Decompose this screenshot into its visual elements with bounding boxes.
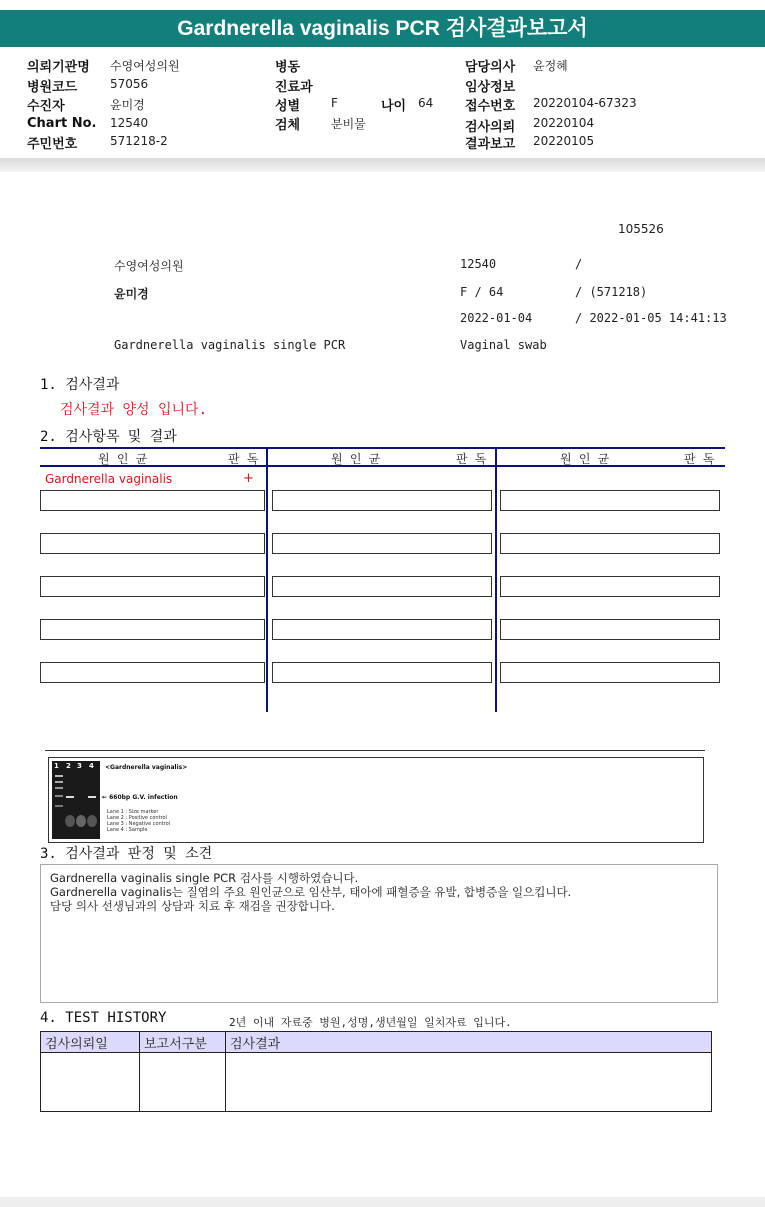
opinion-box (40, 864, 718, 1003)
history-col-header: 검사결과 (226, 1032, 712, 1053)
header-value: 57056 (110, 77, 149, 91)
history-col-header: 보고서구분 (140, 1032, 226, 1053)
organism-name: Gardnerella vaginalis (45, 472, 173, 486)
section4-heading: 4. TEST HISTORY (40, 1010, 167, 1026)
section1-heading: 1. 검사결과 (40, 377, 120, 393)
gel-image-graphic (52, 761, 100, 839)
lane-number: 4 (89, 762, 94, 770)
history-table (40, 1031, 712, 1112)
lane-number: 2 (66, 762, 71, 770)
result-box (272, 662, 492, 683)
patient-name: 윤미경 (114, 287, 149, 301)
header-label: 나이 (381, 99, 407, 114)
header-label: 담당의사 (465, 60, 516, 75)
header-label: 수진자 (27, 99, 65, 114)
organism-result: + (243, 471, 254, 486)
header-label: 임상정보 (465, 80, 516, 95)
header-label: 병동 (275, 60, 301, 75)
header-label: 접수번호 (465, 99, 516, 114)
header-label: 주민번호 (27, 137, 78, 152)
result-box (272, 619, 492, 640)
result-box (500, 490, 720, 511)
result-box (500, 533, 720, 554)
gel-band-label: ← 660bp G.V. infection (102, 794, 178, 801)
header-value: 20220104 (533, 116, 595, 130)
grid-divider (266, 447, 268, 712)
test-name: Gardnerella vaginalis single PCR (114, 338, 346, 352)
gel-legend-item: Lane 4 : Sample (107, 827, 148, 833)
header-divider (0, 158, 765, 172)
opinion-line: Gardnerella vaginalis는 질염의 주요 원인균으로 임산부, 태아에 패혈증을 유발, 합병증을 일으킵니다. (50, 885, 572, 899)
specimen-type: Vaginal swab (460, 338, 547, 352)
header-value: 12540 (110, 116, 149, 130)
header-label: 검사의뢰 (465, 120, 516, 135)
separator: / (575, 257, 583, 271)
col-header-organism: 원 인 균 (98, 452, 148, 466)
header-label: 검체 (275, 118, 301, 133)
result-box (40, 619, 265, 640)
result-box (40, 533, 265, 554)
header-label: 의뢰기관명 (27, 60, 90, 75)
col-header-judge: 판 독 (456, 452, 487, 466)
header-label: Chart No. (27, 116, 97, 131)
lane-number: 3 (77, 762, 82, 770)
result-box (500, 619, 720, 640)
result-box (40, 490, 265, 511)
col-header-organism: 원 인 균 (331, 452, 381, 466)
gel-title: <Gardnerella vaginalis> (105, 764, 188, 771)
grid-divider (495, 447, 497, 712)
grid-top-rule (40, 447, 725, 449)
header-value: 64 (418, 96, 434, 110)
header-label: 병원코드 (27, 80, 78, 95)
header-label: 결과보고 (465, 137, 516, 152)
header-label: 진료과 (275, 80, 313, 95)
result-box (272, 490, 492, 511)
received-date: 2022-01-04 (460, 311, 533, 325)
header-value: 20220104-67323 (533, 96, 637, 110)
birth-date: / (571218) (575, 285, 648, 299)
header-value: 윤정혜 (533, 59, 568, 73)
col-header-judge: 판 독 (684, 452, 715, 466)
header-label: 성별 (275, 99, 301, 114)
lane-number: 1 (54, 762, 59, 770)
sex-age: F / 64 (460, 285, 504, 299)
positive-result: 검사결과 양성 입니다. (60, 402, 208, 418)
result-box (272, 576, 492, 597)
result-box (500, 662, 720, 683)
report-id: 105526 (618, 222, 664, 236)
result-box (40, 662, 265, 683)
header-value: 분비물 (331, 117, 366, 131)
gel-legend-item: Lane 1 : Size marker (107, 809, 159, 815)
gel-legend-item: Lane 2 : Positive control (107, 815, 167, 821)
history-cell (140, 1053, 226, 1112)
gel-legend-item: Lane 3 : Negative control (107, 821, 171, 827)
section2-heading: 2. 검사항목 및 결과 (40, 429, 177, 445)
header-value: 571218-2 (110, 134, 168, 148)
history-cell (226, 1053, 712, 1112)
opinion-line: 담당 의사 선생님과의 상담과 치료 후 재검을 권장합니다. (50, 899, 335, 913)
footer-bar (0, 1197, 765, 1207)
history-note: 2년 이내 자료중 병원,성명,생년월일 일치자료 입니다. (229, 1016, 512, 1029)
col-header-judge: 판 독 (228, 452, 259, 466)
divider (45, 750, 705, 751)
col-header-organism: 원 인 균 (560, 452, 610, 466)
history-col-header: 검사의뢰일 (41, 1032, 140, 1053)
header-value: 윤미경 (110, 98, 145, 112)
opinion-line: Gardnerella vaginalis single PCR 검사를 시행하였습니다. (50, 871, 359, 885)
result-box (272, 533, 492, 554)
reported-datetime: / 2022-01-05 14:41:13 (575, 311, 727, 325)
header-value: 수영여성의원 (110, 59, 180, 73)
result-box (500, 576, 720, 597)
header-value: 20220105 (533, 134, 595, 148)
header-value: F (331, 96, 338, 110)
report-title: Gardnerella vaginalis PCR 검사결과보고서 (0, 10, 765, 47)
chart-number: 12540 (460, 257, 497, 271)
history-cell (41, 1053, 140, 1112)
result-box (40, 576, 265, 597)
gel-image (52, 761, 100, 839)
section3-heading: 3. 검사결과 판정 및 소견 (40, 846, 213, 862)
hospital-name: 수영여성의원 (114, 259, 184, 273)
history-row (41, 1053, 712, 1112)
